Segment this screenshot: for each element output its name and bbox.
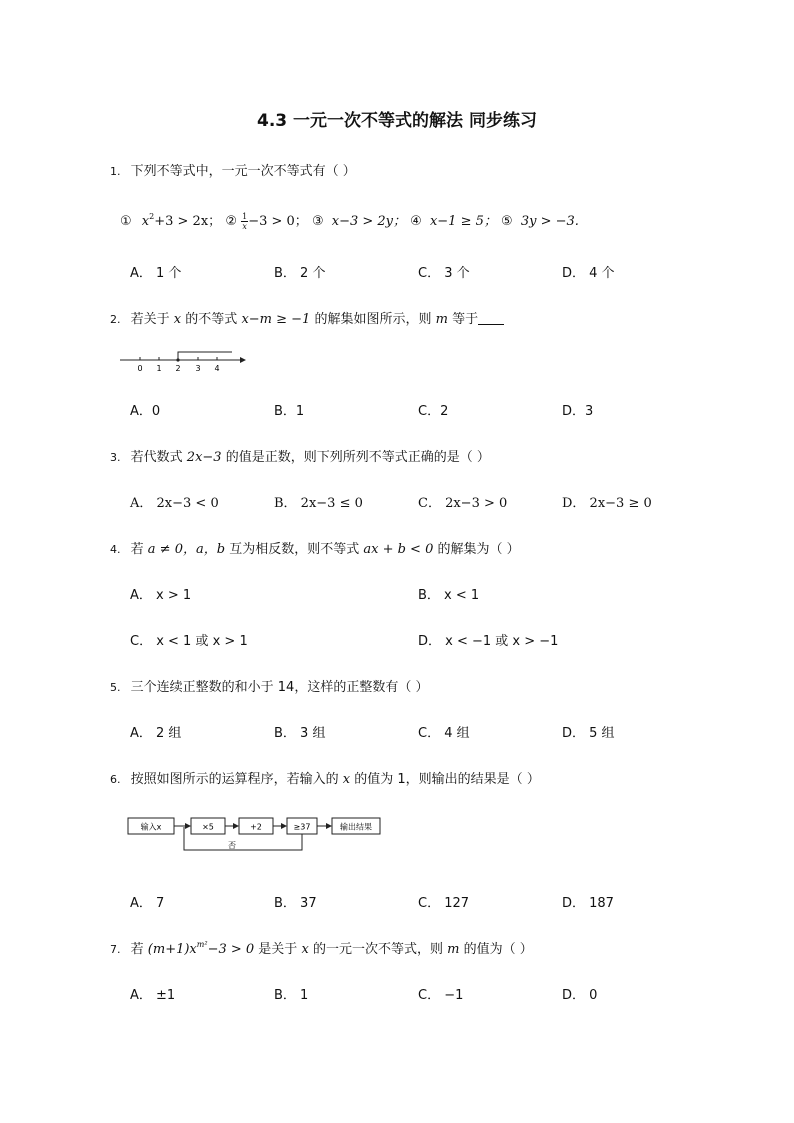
- q1-option-a[interactable]: A． 1 个: [130, 266, 182, 281]
- item-1-exp: 2: [149, 212, 155, 221]
- fraction-numerator: 1: [242, 212, 248, 221]
- circled-3: ③: [311, 214, 324, 229]
- question-3-stem: [110, 446, 490, 465]
- circled-2: ②: [225, 214, 237, 229]
- item-2-rest: −3 > 0；: [248, 214, 308, 229]
- flowchart: [126, 814, 386, 856]
- question-3-number: 3.: [110, 451, 121, 464]
- question-5-number: 5.: [110, 681, 121, 694]
- q1-option-b[interactable]: B． 2 个: [274, 266, 326, 281]
- q3-option-b[interactable]: B． 2x−3 ≤ 0: [274, 496, 363, 511]
- question-7-text-b: 是关于: [258, 942, 298, 957]
- question-7-text-d: 的值为（ ）: [463, 942, 533, 957]
- question-7-var-m: m: [447, 942, 460, 957]
- solution-set-bracket: [178, 352, 232, 360]
- item-1-rest: +3 > 2x；: [154, 214, 222, 229]
- question-7-stem: [110, 938, 533, 957]
- q2-option-a[interactable]: A．0: [130, 404, 161, 419]
- tick-label-4: 4: [214, 364, 220, 373]
- question-4-text-c: 的解集为（ ）: [437, 542, 520, 557]
- question-6-var-x: x: [342, 772, 351, 787]
- flow-condition-label: ≥37: [293, 822, 311, 832]
- item-4-expr: x−1 ≥ 5；: [429, 214, 497, 229]
- question-2-var-x: x: [173, 312, 182, 327]
- question-7-expr-base: (m+1)x: [147, 942, 197, 957]
- circled-5: ⑤: [501, 214, 513, 229]
- question-1-text: 下列不等式中，一元一次不等式有（ ）: [130, 164, 356, 179]
- q1-option-d[interactable]: D． 4 个: [562, 266, 615, 281]
- q3-option-c[interactable]: C． 2x−3 > 0: [418, 496, 508, 511]
- question-2-text-b: 的不等式: [185, 312, 238, 327]
- question-6-text-b: 的值为 1，则输出的结果是（ ）: [354, 772, 540, 787]
- q6-option-c[interactable]: C． 127: [418, 896, 470, 911]
- q5-option-b[interactable]: B． 3 组: [274, 726, 326, 741]
- question-4-text-a: 若: [130, 542, 144, 557]
- question-7-text-a: 若: [130, 942, 144, 957]
- tick-label-1: 1: [156, 364, 162, 373]
- answer-blank[interactable]: [478, 312, 504, 325]
- question-2-stem: [110, 308, 504, 327]
- q6-option-a[interactable]: A． 7: [130, 896, 165, 911]
- circled-4: ④: [410, 214, 422, 229]
- question-4-condition: a ≠ 0，a，b: [147, 542, 226, 557]
- question-4-text-b: 互为相反数，则不等式: [229, 542, 360, 557]
- fraction-denominator: x: [242, 222, 247, 231]
- question-6-stem: [110, 768, 540, 787]
- q5-option-a[interactable]: A． 2 组: [130, 726, 182, 741]
- question-2-var-m: m: [435, 312, 448, 327]
- question-1-items: [120, 210, 579, 231]
- q5-option-d[interactable]: D． 5 组: [562, 726, 615, 741]
- q6-option-b[interactable]: B． 37: [274, 896, 317, 911]
- number-line: [118, 346, 248, 376]
- question-2-inequality: x−m ≥ −1: [241, 312, 311, 327]
- item-1-var: x: [141, 214, 150, 229]
- q2-option-c[interactable]: C．2: [418, 404, 449, 419]
- item-5-expr: 3y > −3.: [520, 214, 579, 229]
- question-3-text-a: 若代数式: [130, 450, 183, 465]
- q5-option-c[interactable]: C． 4 组: [418, 726, 470, 741]
- question-1-number: 1.: [110, 165, 121, 178]
- q1-option-c[interactable]: C． 3 个: [418, 266, 470, 281]
- q7-option-a[interactable]: A． ±1: [130, 988, 176, 1003]
- q4-option-a[interactable]: A． x > 1: [130, 588, 192, 603]
- flow-no-label: 否: [228, 841, 236, 850]
- question-2-text-d: 等于: [452, 312, 479, 327]
- q3-option-a[interactable]: A． 2x−3 < 0: [130, 496, 219, 511]
- circled-1: ①: [120, 214, 132, 229]
- question-4-stem: [110, 538, 520, 557]
- question-7-expr-rest: −3 > 0: [207, 942, 255, 957]
- question-6-number: 6.: [110, 773, 121, 786]
- q6-option-d[interactable]: D． 187: [562, 896, 614, 911]
- q2-option-d[interactable]: D．3: [562, 404, 594, 419]
- flow-plus2-label: +2: [250, 822, 262, 832]
- q7-option-c[interactable]: C． −1: [418, 988, 464, 1003]
- tick-label-2: 2: [175, 364, 181, 373]
- question-2-text-c: 的解集如图所示，则: [314, 312, 432, 327]
- flow-output-label: 输出结果: [340, 822, 372, 832]
- question-6-text-a: 按照如图所示的运算程序，若输入的: [130, 772, 339, 787]
- item-1-expr: [142, 214, 221, 229]
- question-4-inequality: ax + b < 0: [363, 542, 434, 557]
- question-1-stem: [110, 160, 356, 179]
- q4-option-b[interactable]: B． x < 1: [418, 588, 480, 603]
- question-5-text: 三个连续正整数的和小于 14，这样的正整数有（ ）: [130, 680, 429, 695]
- q7-option-d[interactable]: D． 0: [562, 988, 598, 1003]
- question-5-stem: [110, 676, 428, 695]
- number-line-arrow: [240, 357, 246, 363]
- question-3-expr: 2x−3: [186, 450, 222, 465]
- solution-endpoint: [176, 358, 179, 361]
- q4-option-c[interactable]: C． x < 1 或 x > 1: [130, 634, 248, 649]
- question-3-text-b: 的值是正数，则下列所列不等式正确的是（ ）: [225, 450, 490, 465]
- question-7-expr-exp: m²: [196, 940, 208, 949]
- question-4-number: 4.: [110, 543, 121, 556]
- flow-times5-label: ×5: [202, 822, 214, 832]
- flow-input-label: 输入x: [140, 822, 162, 832]
- question-7-var-x: x: [301, 942, 309, 957]
- question-7-text-c: 的一元一次不等式，则: [312, 942, 443, 957]
- q7-option-b[interactable]: B． 1: [274, 988, 309, 1003]
- item-3-expr: x−3 > 2y；: [331, 214, 407, 229]
- question-2-text-a: 若关于: [130, 312, 170, 327]
- flow-loop-line: [184, 834, 302, 850]
- page-title: 4.3 一元一次不等式的解法 同步练习: [257, 111, 537, 131]
- q3-option-d[interactable]: D． 2x−3 ≥ 0: [562, 496, 652, 511]
- question-7-expr: [148, 942, 254, 957]
- tick-label-0: 0: [137, 364, 143, 373]
- q4-option-d[interactable]: D． x < −1 或 x > −1: [418, 634, 559, 649]
- question-2-number: 2.: [110, 313, 121, 326]
- question-7-number: 7.: [110, 943, 121, 956]
- tick-label-3: 3: [195, 364, 201, 373]
- q2-option-b[interactable]: B．1: [274, 404, 305, 419]
